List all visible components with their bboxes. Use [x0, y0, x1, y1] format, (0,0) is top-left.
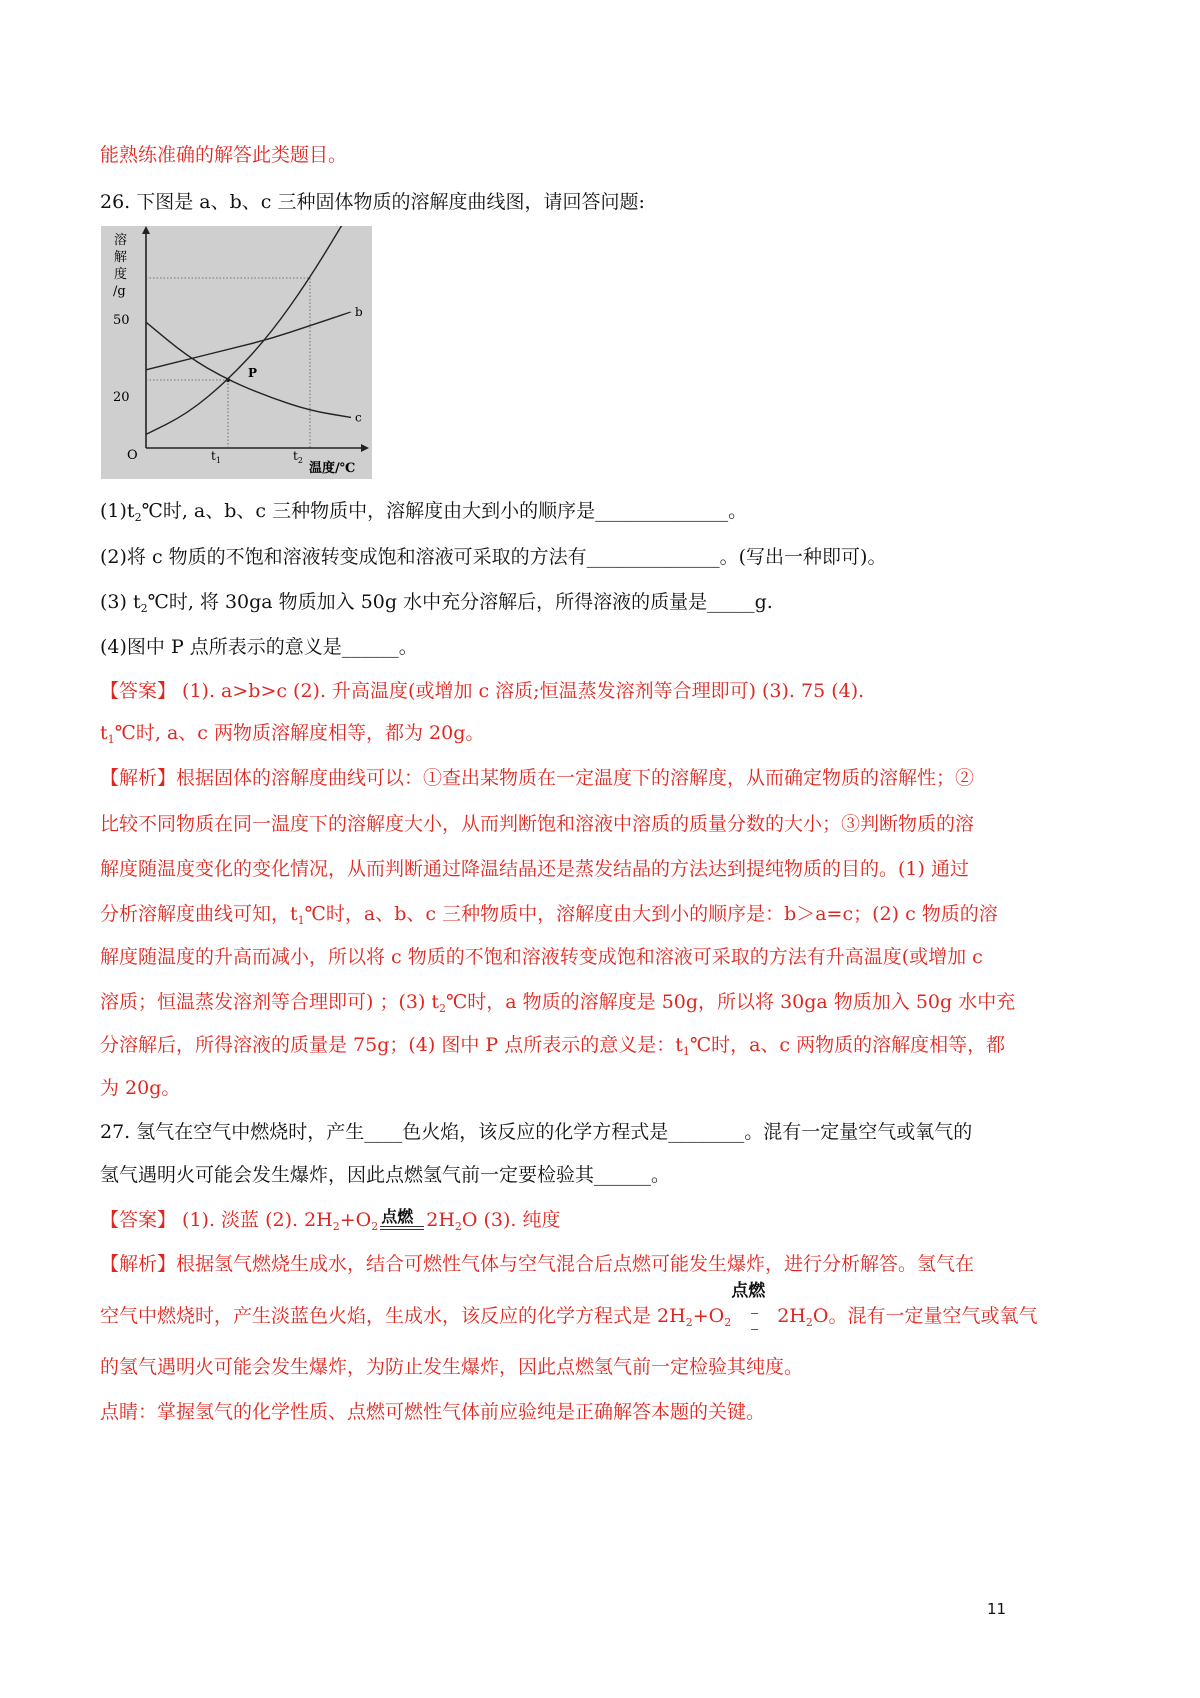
x-tick-t2: $t_2$: [293, 449, 303, 465]
series-line-a: [146, 226, 351, 434]
reaction-condition: 点燃: [380, 1207, 424, 1235]
y-tick-label: 50: [113, 313, 130, 328]
question-27-stem-cont: 氢气遇明火可能会发生爆炸，因此点燃氢气前一定要检验其______。: [100, 1164, 671, 1186]
series-line-b: [146, 312, 351, 370]
question-27-analysis-equation: 空气中燃烧时，产生淡蓝色火焰，生成水，该反应的化学方程式是 $2H_2+O_2$ 点燃 $2H_2O$。混有一定量空气或氧气: [100, 1281, 1038, 1329]
point-p: [226, 378, 230, 382]
origin-label: O: [127, 448, 138, 463]
intro-conclusion: 能熟练准确的解答此类题目。: [100, 144, 348, 166]
question-26-analysis: 解度随温度变化的变化情况，从而判断通过降温结晶还是蒸发结晶的方法达到提纯物质的目的。(1) 通过: [100, 858, 969, 880]
question-26-analysis: 解度随温度的升高而减小，所以将 c 物质的不饱和溶液转变成饱和溶液可采取的方法有升高温度(或增加 c: [100, 946, 983, 968]
x-axis-label: 温度/℃: [309, 461, 356, 476]
question-27-answer: 【答案】 (1). 淡蓝 (2). $2H_2+O_2$ 点燃 $2H_2O$ (3). 纯度: [100, 1207, 561, 1233]
question-27-tip: 点睛：掌握氢气的化学性质、点燃可燃性气体前应验纯是正确解答本题的关键。: [100, 1401, 766, 1423]
question-26-sub4: (4)图中 P 点所表示的意义是______。: [100, 636, 418, 658]
x-axis-arrow: [361, 444, 369, 452]
question-26-analysis: 溶质；恒温蒸发溶剂等合理即可) ；(3) $t_2℃$时，a 物质的溶解度是 50g，所以将 30ga 物质加入 50g 水中充: [100, 991, 1016, 1015]
question-26-stem: 26. 下图是 a、b、c 三种固体物质的溶解度曲线图，请回答问题:: [100, 191, 645, 213]
page-number: 11: [987, 1600, 1007, 1618]
series-label-b: b: [355, 305, 363, 319]
y-axis-arrow: [142, 226, 150, 234]
solubility-chart: [101, 226, 372, 479]
question-26-sub1: $(1)t_2℃$时, a、b、c 三种物质中，溶解度由大到小的顺序是______________。: [100, 500, 748, 524]
question-27-analysis: 的氢气遇明火可能会发生爆炸，为防止发生爆炸，因此点燃氢气前一定检验其纯度。: [100, 1356, 804, 1378]
y-label-char: 度: [114, 267, 128, 282]
question-26-analysis: 分析溶解度曲线可知，$t_1℃$时，a、b、c 三种物质中，溶解度由大到小的顺序是：b＞a=c；(2) c 物质的溶: [100, 903, 998, 927]
question-26-analysis: 分溶解后，所得溶液的质量是 75g；(4) 图中 P 点所表示的意义是：$t_1℃$时，a、c 两物质的溶解度相等，都: [100, 1034, 1006, 1058]
y-tick-label: 20: [113, 390, 130, 405]
question-26-sub2: (2)将 c 物质的不饱和溶液转变成饱和溶液可采取的方法有______________。(写出一种即可)。: [100, 546, 887, 568]
question-26-answer-cont: $t_1℃$时, a、c 两物质溶解度相等，都为 20g。: [100, 722, 485, 746]
x-tick-t1: $t_1$: [211, 449, 221, 465]
question-27-analysis: 【解析】根据氢气燃烧生成水，结合可燃性气体与空气混合后点燃可能发生爆炸，进行分析解答。氢气在: [100, 1253, 975, 1275]
point-p-label: P: [248, 366, 258, 380]
solubility-chart-svg: [101, 226, 372, 479]
series-label-c: c: [355, 410, 362, 425]
question-27-stem: 27. 氢气在空气中燃烧时，产生____色火焰，该反应的化学方程式是________。混有一定量空气或氧气的: [100, 1121, 973, 1143]
question-26-analysis: 【解析】根据固体的溶解度曲线可以：①查出某物质在一定温度下的溶解度，从而确定物质的溶解性；②: [100, 767, 975, 789]
reaction-condition: 点燃: [731, 1303, 777, 1331]
question-26-analysis: 为 20g。: [100, 1077, 181, 1099]
question-26-sub3: (3) $t_2℃$时, 将 30ga 物质加入 50g 水中充分溶解后，所得溶液的质量是_____g.: [100, 591, 773, 615]
y-label-char: /g: [113, 284, 126, 299]
y-label-char: 溶: [114, 233, 128, 248]
y-label-char: 解: [114, 250, 128, 265]
question-26-answer: 【答案】 (1). a>b>c (2). 升高温度(或增加 c 溶质;恒温蒸发溶剂等合理即可) (3). 75 (4).: [100, 680, 865, 702]
question-26-analysis: 比较不同物质在同一温度下的溶解度大小，从而判断饱和溶液中溶质的质量分数的大小；③判断物质的溶: [100, 813, 975, 835]
